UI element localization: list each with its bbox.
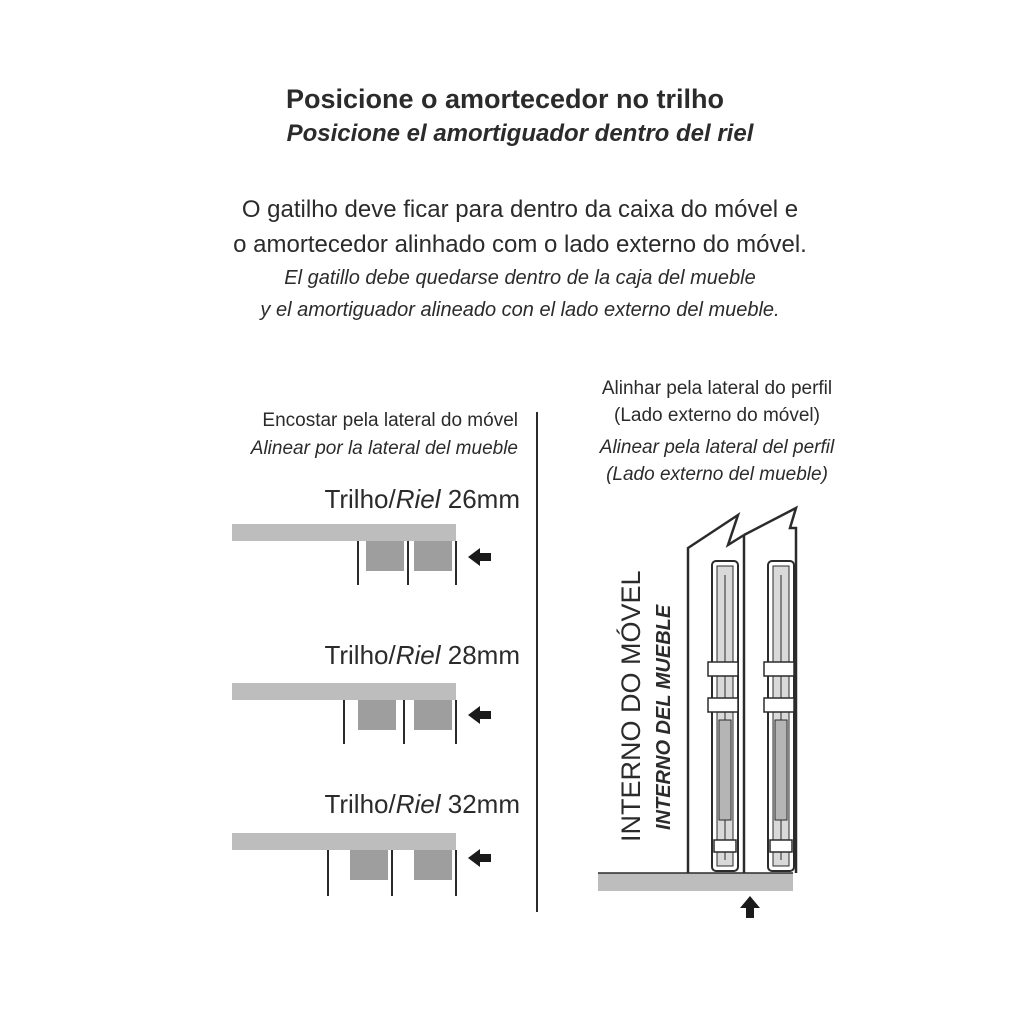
vertical-label-pt: INTERNO DO MÓVEL (616, 570, 646, 842)
arrow-left-icon (468, 548, 491, 566)
damper-unit-1 (708, 561, 738, 871)
arrow-left-icon (468, 706, 491, 724)
right-heading-pt-line2: (Lado externo do móvel) (614, 405, 820, 426)
title-es: Posicione el amortiguador dentro del riel (286, 120, 754, 147)
rail-bar (232, 524, 456, 541)
left-heading-pt: Encostar pela lateral do móvel (262, 410, 518, 431)
rail-label-26: Trilho/Riel 26mm (324, 484, 520, 514)
arrow-up-icon (740, 896, 760, 918)
damper-block (414, 700, 452, 730)
title-pt: Posicione o amortecedor no trilho (285, 84, 725, 114)
vertical-label-es: INTERNO DEL MUEBLE (653, 604, 675, 830)
rail-diagram-26 (232, 524, 491, 585)
damper-block (414, 850, 452, 880)
rail-diagram-28 (232, 683, 491, 744)
wall-outline-left (688, 515, 744, 873)
rail-bar (232, 833, 456, 850)
instruction-es-line2: y el amortiguador alineado con el lado externo del mueble. (260, 299, 780, 321)
damper-block (414, 541, 452, 571)
instruction-pt-line1: O gatilho deve ficar para dentro da caixa do móvel e (241, 196, 799, 223)
arrow-left-icon (468, 849, 491, 867)
right-heading-es-line2: (Lado externo del mueble) (606, 464, 828, 485)
right-heading-es-line1: Alinear pela lateral del perfil (599, 437, 835, 458)
left-heading-es: Alinear por la lateral del mueble (250, 438, 518, 459)
instruction-pt-line2: o amortecedor alinhado com o lado externo do móvel. (233, 231, 807, 258)
instruction-es-line1: El gatillo debe quedarse dentro de la caja del mueble (284, 267, 756, 289)
damper-block (358, 700, 396, 730)
right-heading-pt-line1: Alinhar pela lateral do perfil (601, 378, 833, 399)
damper-block (350, 850, 388, 880)
damper-block (366, 541, 404, 571)
damper-unit-2 (764, 561, 794, 871)
rail-label-28: Trilho/Riel 28mm (324, 640, 520, 670)
rail-label-32: Trilho/Riel 32mm (324, 789, 520, 819)
rail-diagram-32 (232, 833, 491, 896)
rail-bar (232, 683, 456, 700)
base-plate (598, 873, 793, 891)
